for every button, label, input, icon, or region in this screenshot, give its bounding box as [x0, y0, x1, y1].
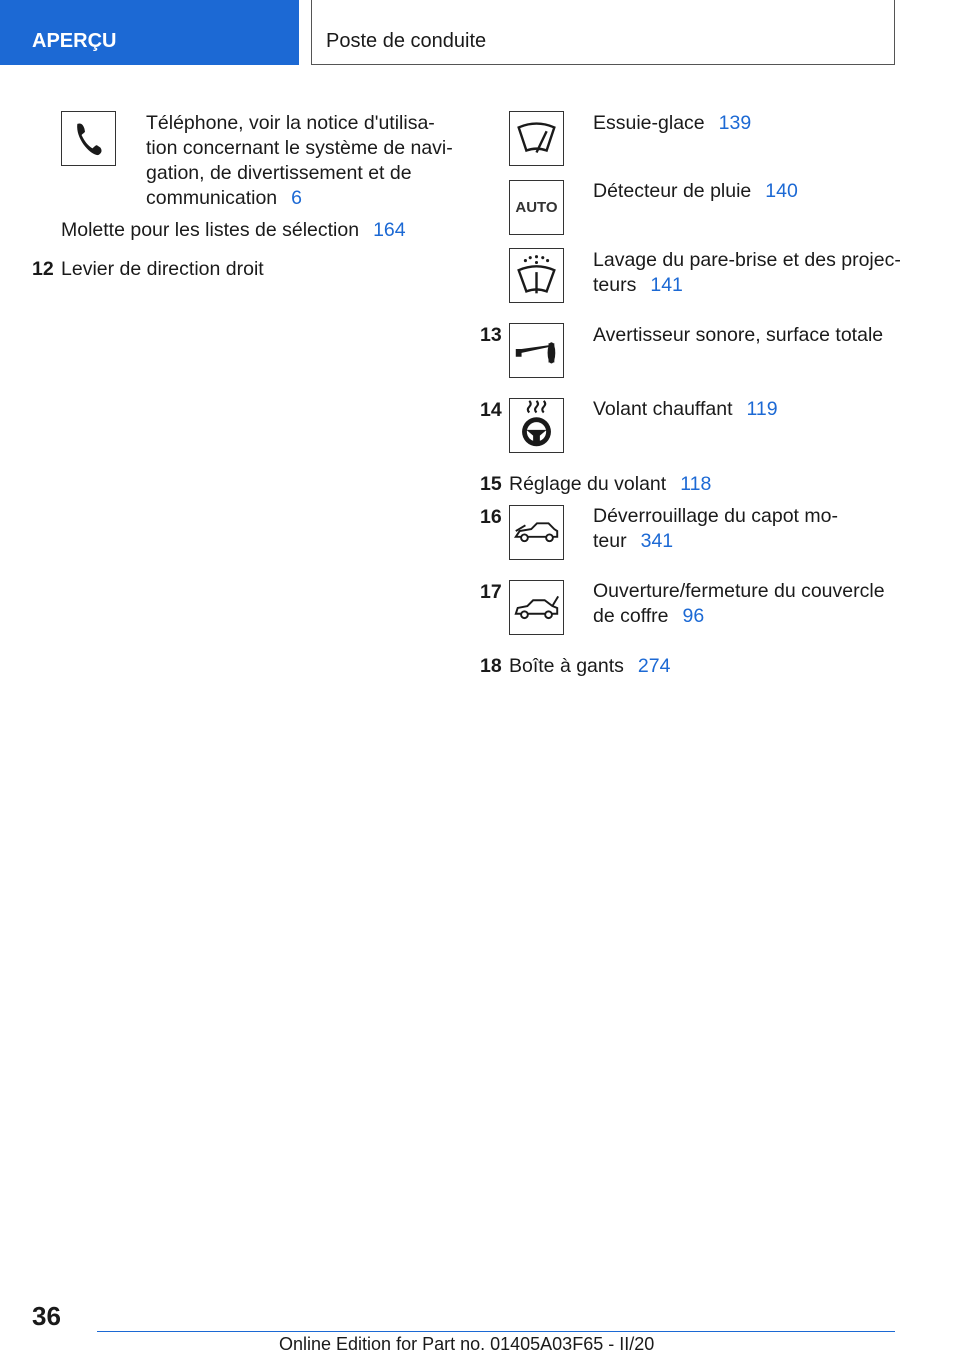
trunk-icon — [509, 580, 564, 635]
horn-text: Avertisseur sonore, surface totale — [593, 324, 884, 346]
horn-icon — [509, 323, 564, 378]
washer-icon — [509, 248, 564, 303]
phone-text: Téléphone, voir la notice d'utilisa- tion concernant le système de navi- gation, de divertissement et de communication 6 — [146, 112, 453, 209]
selection-wheel-text: Molette pour les listes de sélection 164 — [61, 219, 406, 241]
edition-text: Online Edition for Part no. 01405A03F65 - II/20 — [279, 1334, 655, 1354]
washer-text: Lavage du pare-brise et des projec- teurs 141 — [593, 249, 901, 296]
steering-adjust-text: Réglage du volant 118 — [509, 473, 712, 495]
wiper-text: Essuie-glace 139 — [593, 112, 752, 134]
section-tab: APERÇU — [0, 0, 299, 65]
hood-release-icon — [509, 505, 564, 560]
item-text: Levier de direction droit — [61, 258, 264, 280]
hood-release-text: Déverrouillage du capot mo- teur 341 — [593, 505, 838, 552]
chapter-title: Poste de conduite — [311, 0, 895, 65]
wiper-icon — [509, 111, 564, 166]
page-ref-link[interactable]: 274 — [637, 655, 671, 677]
heated-wheel-text: Volant chauffant 119 — [593, 398, 778, 420]
page-ref-link[interactable]: 118 — [680, 473, 712, 495]
heated-wheel-icon — [509, 398, 564, 453]
page-ref-link[interactable]: 164 — [373, 219, 406, 241]
page-ref-link[interactable]: 119 — [746, 398, 778, 420]
auto-icon: AUTO — [509, 180, 564, 235]
glovebox-text: Boîte à gants 274 — [509, 655, 671, 677]
phone-icon — [61, 111, 116, 166]
rain-sensor-text: Détecteur de pluie 140 — [593, 180, 798, 202]
item-number: 18 — [480, 655, 502, 677]
page-ref-link[interactable]: 140 — [765, 180, 798, 202]
item-number: 17 — [480, 581, 502, 603]
item-number: 14 — [480, 399, 502, 421]
page-number: 36 — [32, 1301, 61, 1331]
page-ref-link[interactable]: 6 — [291, 187, 302, 209]
item-number: 12 — [32, 258, 54, 280]
page-ref-link[interactable]: 341 — [640, 530, 674, 552]
page-ref-link[interactable]: 141 — [650, 274, 683, 296]
page-ref-link[interactable]: 139 — [718, 112, 752, 134]
page-ref-link[interactable]: 96 — [682, 605, 705, 627]
trunk-text: Ouverture/fermeture du couvercle de coffre 96 — [593, 580, 885, 627]
item-number: 13 — [480, 324, 502, 346]
footer-divider — [97, 1331, 895, 1332]
item-number: 15 — [480, 473, 502, 495]
item-number: 16 — [480, 506, 502, 528]
